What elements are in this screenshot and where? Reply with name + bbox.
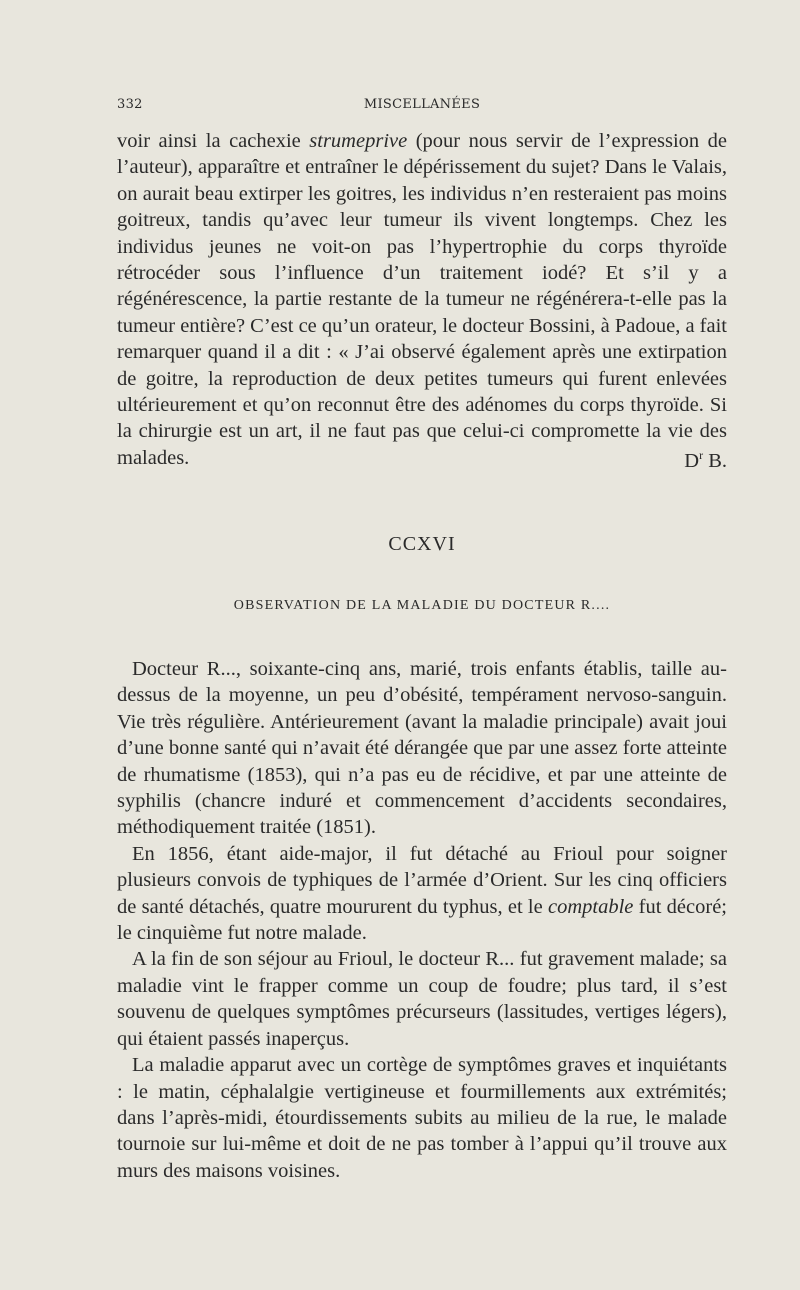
signature-initial: B. xyxy=(703,449,727,472)
signature-title: D xyxy=(684,449,700,472)
paragraph-frioul-start: En 1856, étant aide-major, il fut détaché au Frioul pour soigner plusieurs convois de typhiques de l’armée d’Orient. Sur les cinq officiers de santé détachés, quatre moururent du typhus, et le xyxy=(117,842,727,918)
continued-text-start: voir ainsi la cachexie xyxy=(117,130,310,152)
signature xyxy=(600,448,727,473)
running-head xyxy=(117,97,727,117)
paragraph-frioul-end: fut décoré; le cinquième fut notre malade. xyxy=(117,895,727,945)
signature-superscript: r xyxy=(699,448,704,462)
page-number: 332 xyxy=(117,97,143,112)
observation-body xyxy=(117,656,727,1184)
paragraph-patient-history: Docteur R..., soixante-cinq ans, marié, trois enfants établis, taille au-dessus de la moyenne, un peu d’obésité, tempérament nervoso-sanguin. Vie très régulière. Antérieurement (avant la maladie principale) avait joui d’une bonne santé qui n’avait été dérangée que par une assez forte atteinte de rhumatisme (1853), qui n’a pas eu de récidive, et par une atteinte de syphilis (chancre induré et commencement d’accidents secondaires, méthodiquement traitée (1851). xyxy=(117,658,727,839)
chapter-title: OBSERVATION DE LA MALADIE DU DOCTEUR R.... xyxy=(233,598,611,613)
continued-paragraph xyxy=(117,128,727,471)
chapter-number: CCXVI xyxy=(388,533,456,555)
continued-paragraph-block xyxy=(117,128,727,471)
paragraph-illness-onset: A la fin de son séjour au Frioul, le docteur R... fut gravement malade; sa maladie vint le frapper comme un coup de foudre; plus tard, il s’est souvenu de quelques symptômes précurseurs (lassitudes, vertiges légers), qui étaient passés inaperçus. xyxy=(117,948,727,1050)
continued-text-end: (pour nous servir de l’expression de l’auteur), apparaître et entraîner le dépérissement du sujet? Dans le Valais, on aurait beau extirper les goitres, les individus n’en resteraient pas moins goitreux, tandis qu’avec leur tumeur ils vivent longtemps. Chez les individus jeunes ne voit-on pas l’hypertrophie du corps thyroïde rétrocéder sous l’influence d’un traitement iodé? Et s’il y a régénérescence, la partie restante de la tumeur ne régénérera-t-elle pas la tumeur entière? C’est ce qu’un orateur, le docteur Bossini, à Padoue, a fait remarquer quand il a dit : « J’ai observé également après une extirpation de goitre, la reproduction de deux petites tumeurs qui furent enlevées ultérieurement et qu’on reconnut être des adénomes du corps thyroïde. Si la chirurgie est un art, il ne faut pas que celui-ci compromette la vie des malades. xyxy=(117,130,727,469)
paragraph-symptoms: La maladie apparut avec un cortège de symptômes graves et inquiétants : le matin, céphalalgie vertigineuse et fourmillements aux extrémités; dans l’après-midi, étourdissements subits au milieu de la rue, le malade tournoie sur lui-même et doit de ne pas tomber à l’appui qu’il trouve aux murs des maisons voisines. xyxy=(117,1054,727,1182)
italic-comptable: comptable xyxy=(547,895,634,918)
running-title: MISCELLANÉES xyxy=(363,97,481,112)
paragraph-frioul-assignment xyxy=(117,841,727,947)
italic-term: strumeprive xyxy=(309,130,408,152)
